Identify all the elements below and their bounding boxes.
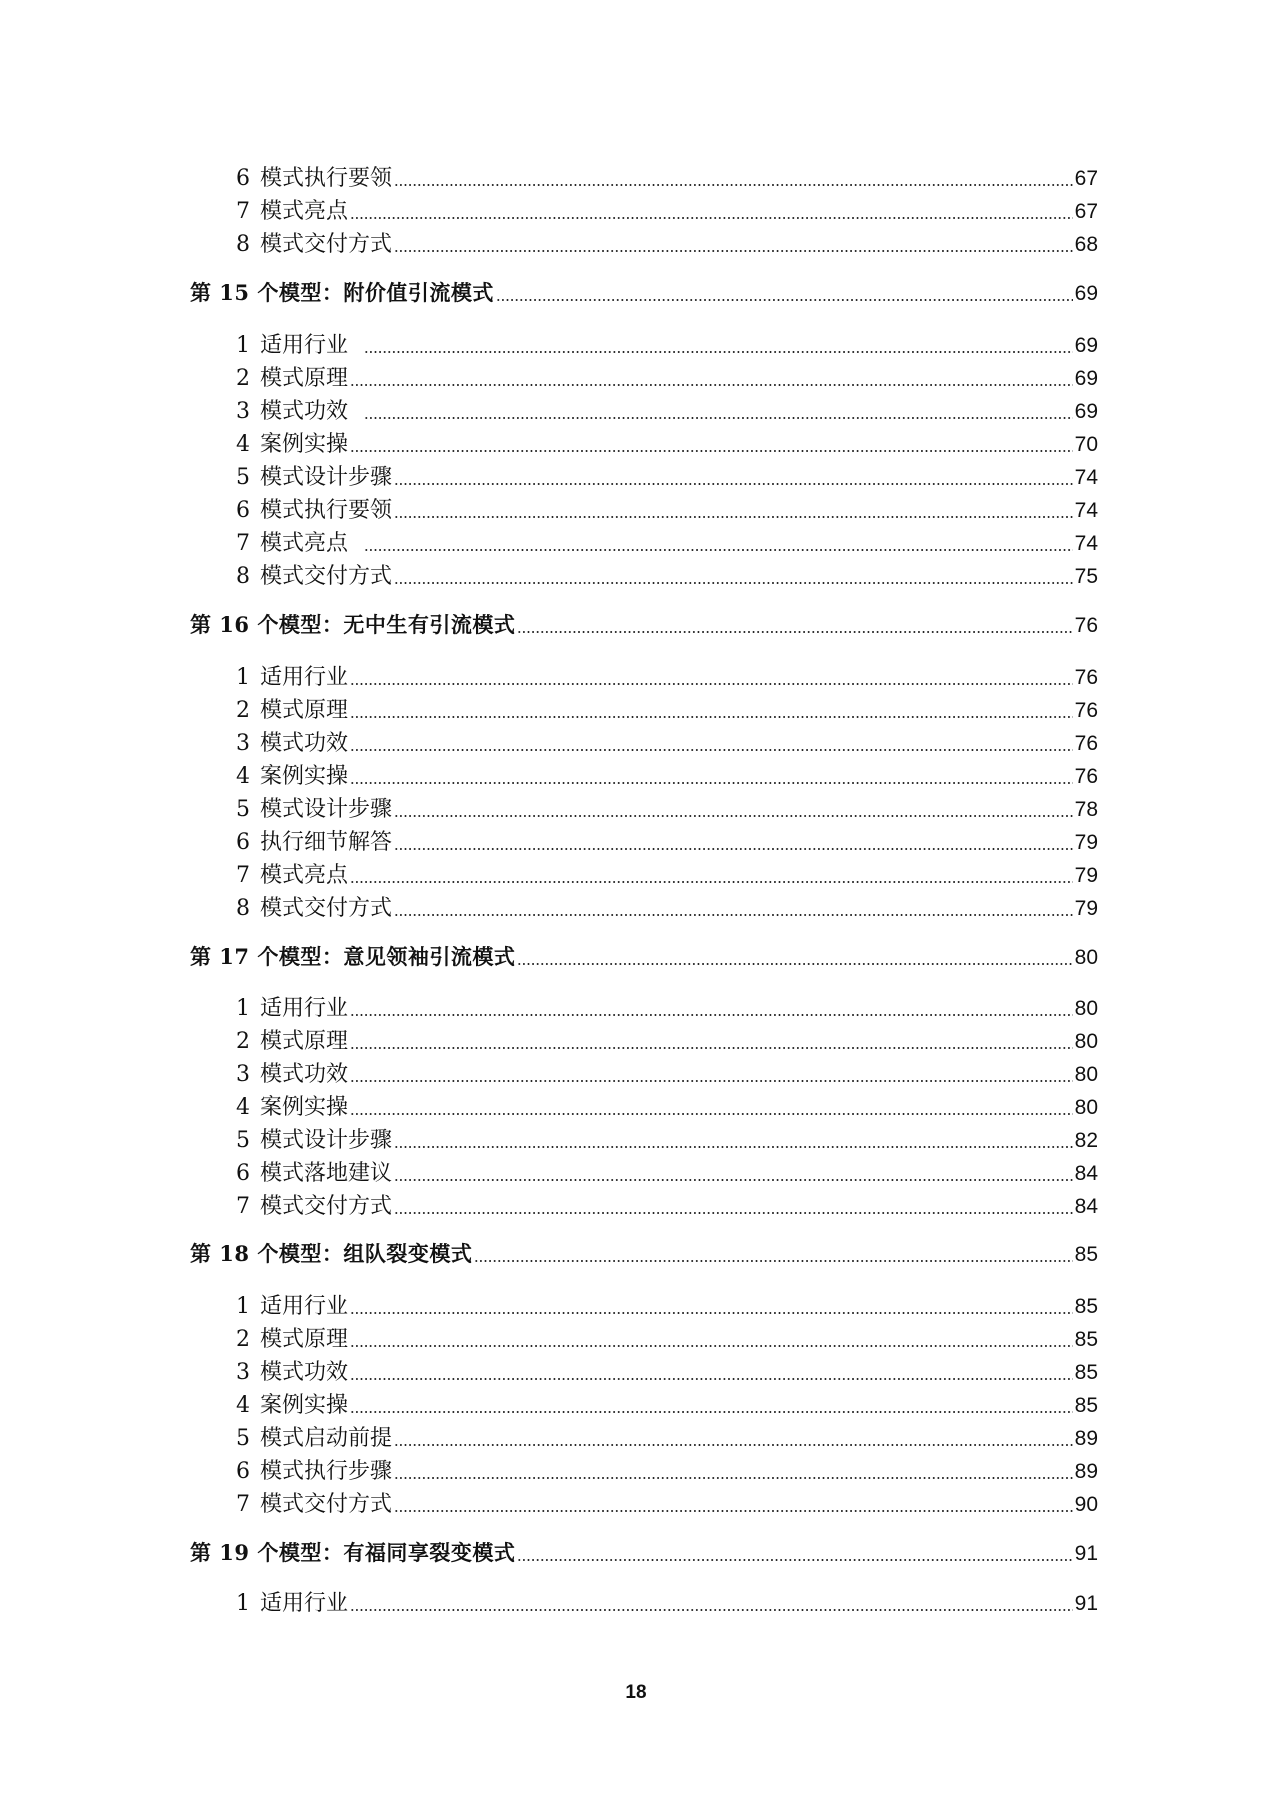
- toc-entry-number: 6: [236, 166, 250, 191]
- dot-leader: [517, 1559, 1072, 1561]
- toc-entry: [236, 194, 1098, 225]
- toc-entry-number: 8: [236, 564, 250, 589]
- dot-leader: [394, 1444, 1073, 1446]
- toc-page-number: 91: [1074, 1592, 1098, 1615]
- toc-entry: [236, 1057, 1098, 1088]
- toc-entry-number: 7: [236, 863, 250, 888]
- toc-page-number: 68: [1074, 233, 1098, 256]
- toc-entry-title: 模式亮点: [260, 531, 362, 556]
- dot-leader: [350, 217, 1073, 219]
- dot-leader: [394, 184, 1073, 186]
- toc-entry-number: 4: [236, 1095, 250, 1120]
- toc-chapter-title: 第 18 个模型：组队裂变模式: [190, 1241, 473, 1266]
- toc-page-number: 91: [1074, 1542, 1098, 1565]
- toc-entry-number: 1: [236, 1591, 250, 1616]
- dot-leader: [350, 716, 1073, 718]
- toc-entry-title: 模式原理: [260, 698, 349, 723]
- toc-entry-title: 适用行业: [260, 1591, 349, 1616]
- dot-leader: [394, 914, 1073, 916]
- dot-leader: [350, 1411, 1073, 1413]
- toc-entry-number: 2: [236, 1029, 250, 1054]
- toc-page-number: 69: [1074, 334, 1098, 357]
- dot-leader: [517, 963, 1072, 965]
- toc-entry-title: 案例实操: [260, 1393, 349, 1418]
- toc-entry: [236, 759, 1098, 790]
- toc-page-number: 69: [1074, 400, 1098, 423]
- toc-entry-title: 模式亮点: [260, 199, 349, 224]
- toc-entry-title: 模式启动前提: [260, 1426, 393, 1451]
- toc-entry-title: 模式交付方式: [260, 564, 393, 589]
- toc-entry: [236, 1189, 1098, 1220]
- dot-leader: [394, 1146, 1073, 1148]
- toc-entry-number: 6: [236, 498, 250, 523]
- toc-chapter-heading: [190, 1537, 1098, 1567]
- toc-entry-title: 模式交付方式: [260, 232, 393, 257]
- toc-chapter-title: 第 17 个模型：意见领袖引流模式: [190, 944, 516, 969]
- toc-page-number: 76: [1074, 614, 1098, 637]
- toc-entry: [236, 1355, 1098, 1386]
- toc-entry: [236, 361, 1098, 392]
- toc-entry-number: 5: [236, 797, 250, 822]
- dot-leader: [350, 1378, 1073, 1380]
- toc-page-number: 76: [1074, 732, 1098, 755]
- toc-chapter-heading: [190, 1238, 1098, 1268]
- toc-entry-number: 7: [236, 531, 250, 556]
- toc-entry-number: 5: [236, 465, 250, 490]
- toc-entry-title: 适用行业: [260, 333, 362, 358]
- toc-entry: [236, 792, 1098, 823]
- toc-entry-number: 8: [236, 896, 250, 921]
- toc-page-number: 80: [1074, 946, 1098, 969]
- toc-entry: [236, 1289, 1098, 1320]
- dot-leader: [350, 1080, 1073, 1082]
- toc-entry-title: 模式原理: [260, 1327, 349, 1352]
- dot-leader: [394, 848, 1073, 850]
- toc-entry-title: 模式设计步骤: [260, 465, 393, 490]
- toc-page-number: 82: [1074, 1129, 1098, 1152]
- toc-entry-number: 1: [236, 333, 250, 358]
- toc-entry-number: 3: [236, 1062, 250, 1087]
- toc-entry: [236, 559, 1098, 590]
- toc-page-number: 79: [1074, 831, 1098, 854]
- dot-leader: [394, 516, 1073, 518]
- dot-leader: [517, 631, 1072, 633]
- toc-entry-title: 案例实操: [260, 432, 349, 457]
- toc-page-number: 85: [1074, 1243, 1098, 1266]
- dot-leader: [364, 351, 1073, 353]
- toc-entry: [236, 1454, 1098, 1485]
- toc-chapter-heading: [190, 609, 1098, 639]
- toc-chapter-title: 第 16 个模型：无中生有引流模式: [190, 612, 516, 637]
- dot-leader: [350, 683, 1073, 685]
- toc-entry: [236, 1322, 1098, 1353]
- toc-page-number: 67: [1074, 200, 1098, 223]
- toc-entry-title: 模式原理: [260, 366, 349, 391]
- toc-entry-title: 案例实操: [260, 1095, 349, 1120]
- toc-entry-number: 2: [236, 1327, 250, 1352]
- toc-entry-title: 模式原理: [260, 1029, 349, 1054]
- toc-chapter-title: 第 19 个模型：有福同享裂变模式: [190, 1540, 516, 1565]
- toc-entry: [236, 1586, 1098, 1617]
- toc-page-number: 89: [1074, 1460, 1098, 1483]
- dot-leader: [350, 749, 1073, 751]
- toc-entry: [236, 227, 1098, 258]
- toc-entry-title: 执行细节解答: [260, 830, 393, 855]
- dot-leader: [350, 1312, 1073, 1314]
- dot-leader: [394, 1212, 1073, 1214]
- toc-entry: [236, 161, 1098, 192]
- toc-page-number: 69: [1074, 367, 1098, 390]
- toc-page-number: 85: [1074, 1295, 1098, 1318]
- toc-page-number: 80: [1074, 997, 1098, 1020]
- toc-entry-title: 适用行业: [260, 665, 349, 690]
- toc-entry-title: 模式功效: [260, 1360, 349, 1385]
- toc-entry-number: 4: [236, 1393, 250, 1418]
- toc-page-number: 85: [1074, 1394, 1098, 1417]
- toc-chapter-heading: [190, 277, 1098, 307]
- toc-entry-title: 模式交付方式: [260, 896, 393, 921]
- dot-leader: [364, 549, 1073, 551]
- toc-entry: [236, 394, 1098, 425]
- dot-leader: [350, 1345, 1073, 1347]
- toc-entry: [236, 526, 1098, 557]
- dot-leader: [350, 1014, 1073, 1016]
- toc-entry-number: 4: [236, 764, 250, 789]
- toc-page-number: 79: [1074, 864, 1098, 887]
- toc-page-number: 74: [1074, 499, 1098, 522]
- toc-page-number: 70: [1074, 433, 1098, 456]
- toc-entry-title: 适用行业: [260, 996, 349, 1021]
- toc-chapter-title: 第 15 个模型：附价值引流模式: [190, 280, 494, 305]
- toc-page-number: 84: [1074, 1162, 1098, 1185]
- toc-entry: [236, 991, 1098, 1022]
- toc-entry-title: 适用行业: [260, 1294, 349, 1319]
- toc-entry-title: 模式设计步骤: [260, 797, 393, 822]
- toc-entry-title: 模式功效: [260, 1062, 349, 1087]
- dot-leader: [350, 881, 1073, 883]
- toc-entry: [236, 1090, 1098, 1121]
- toc-page-number: 80: [1074, 1063, 1098, 1086]
- toc-entry: [236, 1388, 1098, 1419]
- toc-page-number: 74: [1074, 532, 1098, 555]
- toc-entry: [236, 693, 1098, 724]
- toc-page-number: 90: [1074, 1493, 1098, 1516]
- toc-entry-title: 模式落地建议: [260, 1161, 393, 1186]
- toc-entry-title: 模式设计步骤: [260, 1128, 393, 1153]
- toc-entry: [236, 1123, 1098, 1154]
- toc-page-number: 80: [1074, 1030, 1098, 1053]
- toc-entry-number: 1: [236, 996, 250, 1021]
- dot-leader: [364, 417, 1073, 419]
- dot-leader: [394, 582, 1073, 584]
- toc-entry-number: 7: [236, 1492, 250, 1517]
- toc-page-number: 84: [1074, 1195, 1098, 1218]
- dot-leader: [394, 815, 1073, 817]
- toc-entry: [236, 493, 1098, 524]
- toc-entry-number: 1: [236, 665, 250, 690]
- dot-leader: [394, 483, 1073, 485]
- dot-leader: [474, 1260, 1072, 1262]
- toc-entry-number: 3: [236, 1360, 250, 1385]
- toc-page-number: 75: [1074, 565, 1098, 588]
- toc-chapter-heading: [190, 941, 1098, 971]
- dot-leader: [350, 1113, 1073, 1115]
- dot-leader: [350, 782, 1073, 784]
- toc-entry-number: 2: [236, 366, 250, 391]
- toc-entry: [236, 1024, 1098, 1055]
- toc-page-number: 76: [1074, 699, 1098, 722]
- toc-entry-number: 7: [236, 199, 250, 224]
- toc-page-number: 85: [1074, 1361, 1098, 1384]
- toc-entry-number: 3: [236, 731, 250, 756]
- toc-entry-number: 1: [236, 1294, 250, 1319]
- dot-leader: [350, 1047, 1073, 1049]
- dot-leader: [496, 299, 1073, 301]
- toc-entry-title: 模式功效: [260, 399, 362, 424]
- toc-entry-title: 案例实操: [260, 764, 349, 789]
- toc-page-number: 79: [1074, 897, 1098, 920]
- toc-entry-number: 5: [236, 1128, 250, 1153]
- toc-page-number: 89: [1074, 1427, 1098, 1450]
- toc-entry-number: 8: [236, 232, 250, 257]
- dot-leader: [394, 1477, 1073, 1479]
- toc-page-number: 74: [1074, 466, 1098, 489]
- toc-page-number: 80: [1074, 1096, 1098, 1119]
- toc-entry-title: 模式交付方式: [260, 1194, 393, 1219]
- toc-entry: [236, 825, 1098, 856]
- toc-entry: [236, 660, 1098, 691]
- dot-leader: [350, 1609, 1073, 1611]
- toc-entry-title: 模式亮点: [260, 863, 349, 888]
- toc-entry-number: 2: [236, 698, 250, 723]
- page-number: 18: [625, 1682, 647, 1703]
- toc-entry-title: 模式交付方式: [260, 1492, 393, 1517]
- toc-entry: [236, 1487, 1098, 1518]
- toc-entry: [236, 427, 1098, 458]
- toc-entry-number: 7: [236, 1194, 250, 1219]
- toc-entry-number: 6: [236, 830, 250, 855]
- dot-leader: [394, 250, 1073, 252]
- toc-entry-number: 6: [236, 1459, 250, 1484]
- toc-page-number: 69: [1074, 282, 1098, 305]
- toc-page-number: 85: [1074, 1328, 1098, 1351]
- toc-entry: [236, 460, 1098, 491]
- toc-page-number: 76: [1074, 666, 1098, 689]
- toc-entry-number: 6: [236, 1161, 250, 1186]
- toc-entry: [236, 1421, 1098, 1452]
- dot-leader: [350, 450, 1073, 452]
- toc-entry-number: 5: [236, 1426, 250, 1451]
- toc-entry: [236, 726, 1098, 757]
- toc-page-number: 78: [1074, 798, 1098, 821]
- toc-entry: [236, 891, 1098, 922]
- dot-leader: [394, 1179, 1073, 1181]
- toc-page-number: 76: [1074, 765, 1098, 788]
- toc-entry-title: 模式功效: [260, 731, 349, 756]
- toc-entry-number: 4: [236, 432, 250, 457]
- dot-leader: [350, 384, 1073, 386]
- toc-entry-title: 模式执行要领: [260, 498, 393, 523]
- toc-page-number: 67: [1074, 167, 1098, 190]
- toc-entry-title: 模式执行要领: [260, 166, 393, 191]
- toc-entry-title: 模式执行步骤: [260, 1459, 393, 1484]
- toc-entry: [236, 1156, 1098, 1187]
- toc-entry: [236, 328, 1098, 359]
- dot-leader: [394, 1510, 1073, 1512]
- toc-entry: [236, 858, 1098, 889]
- toc-entry-number: 3: [236, 399, 250, 424]
